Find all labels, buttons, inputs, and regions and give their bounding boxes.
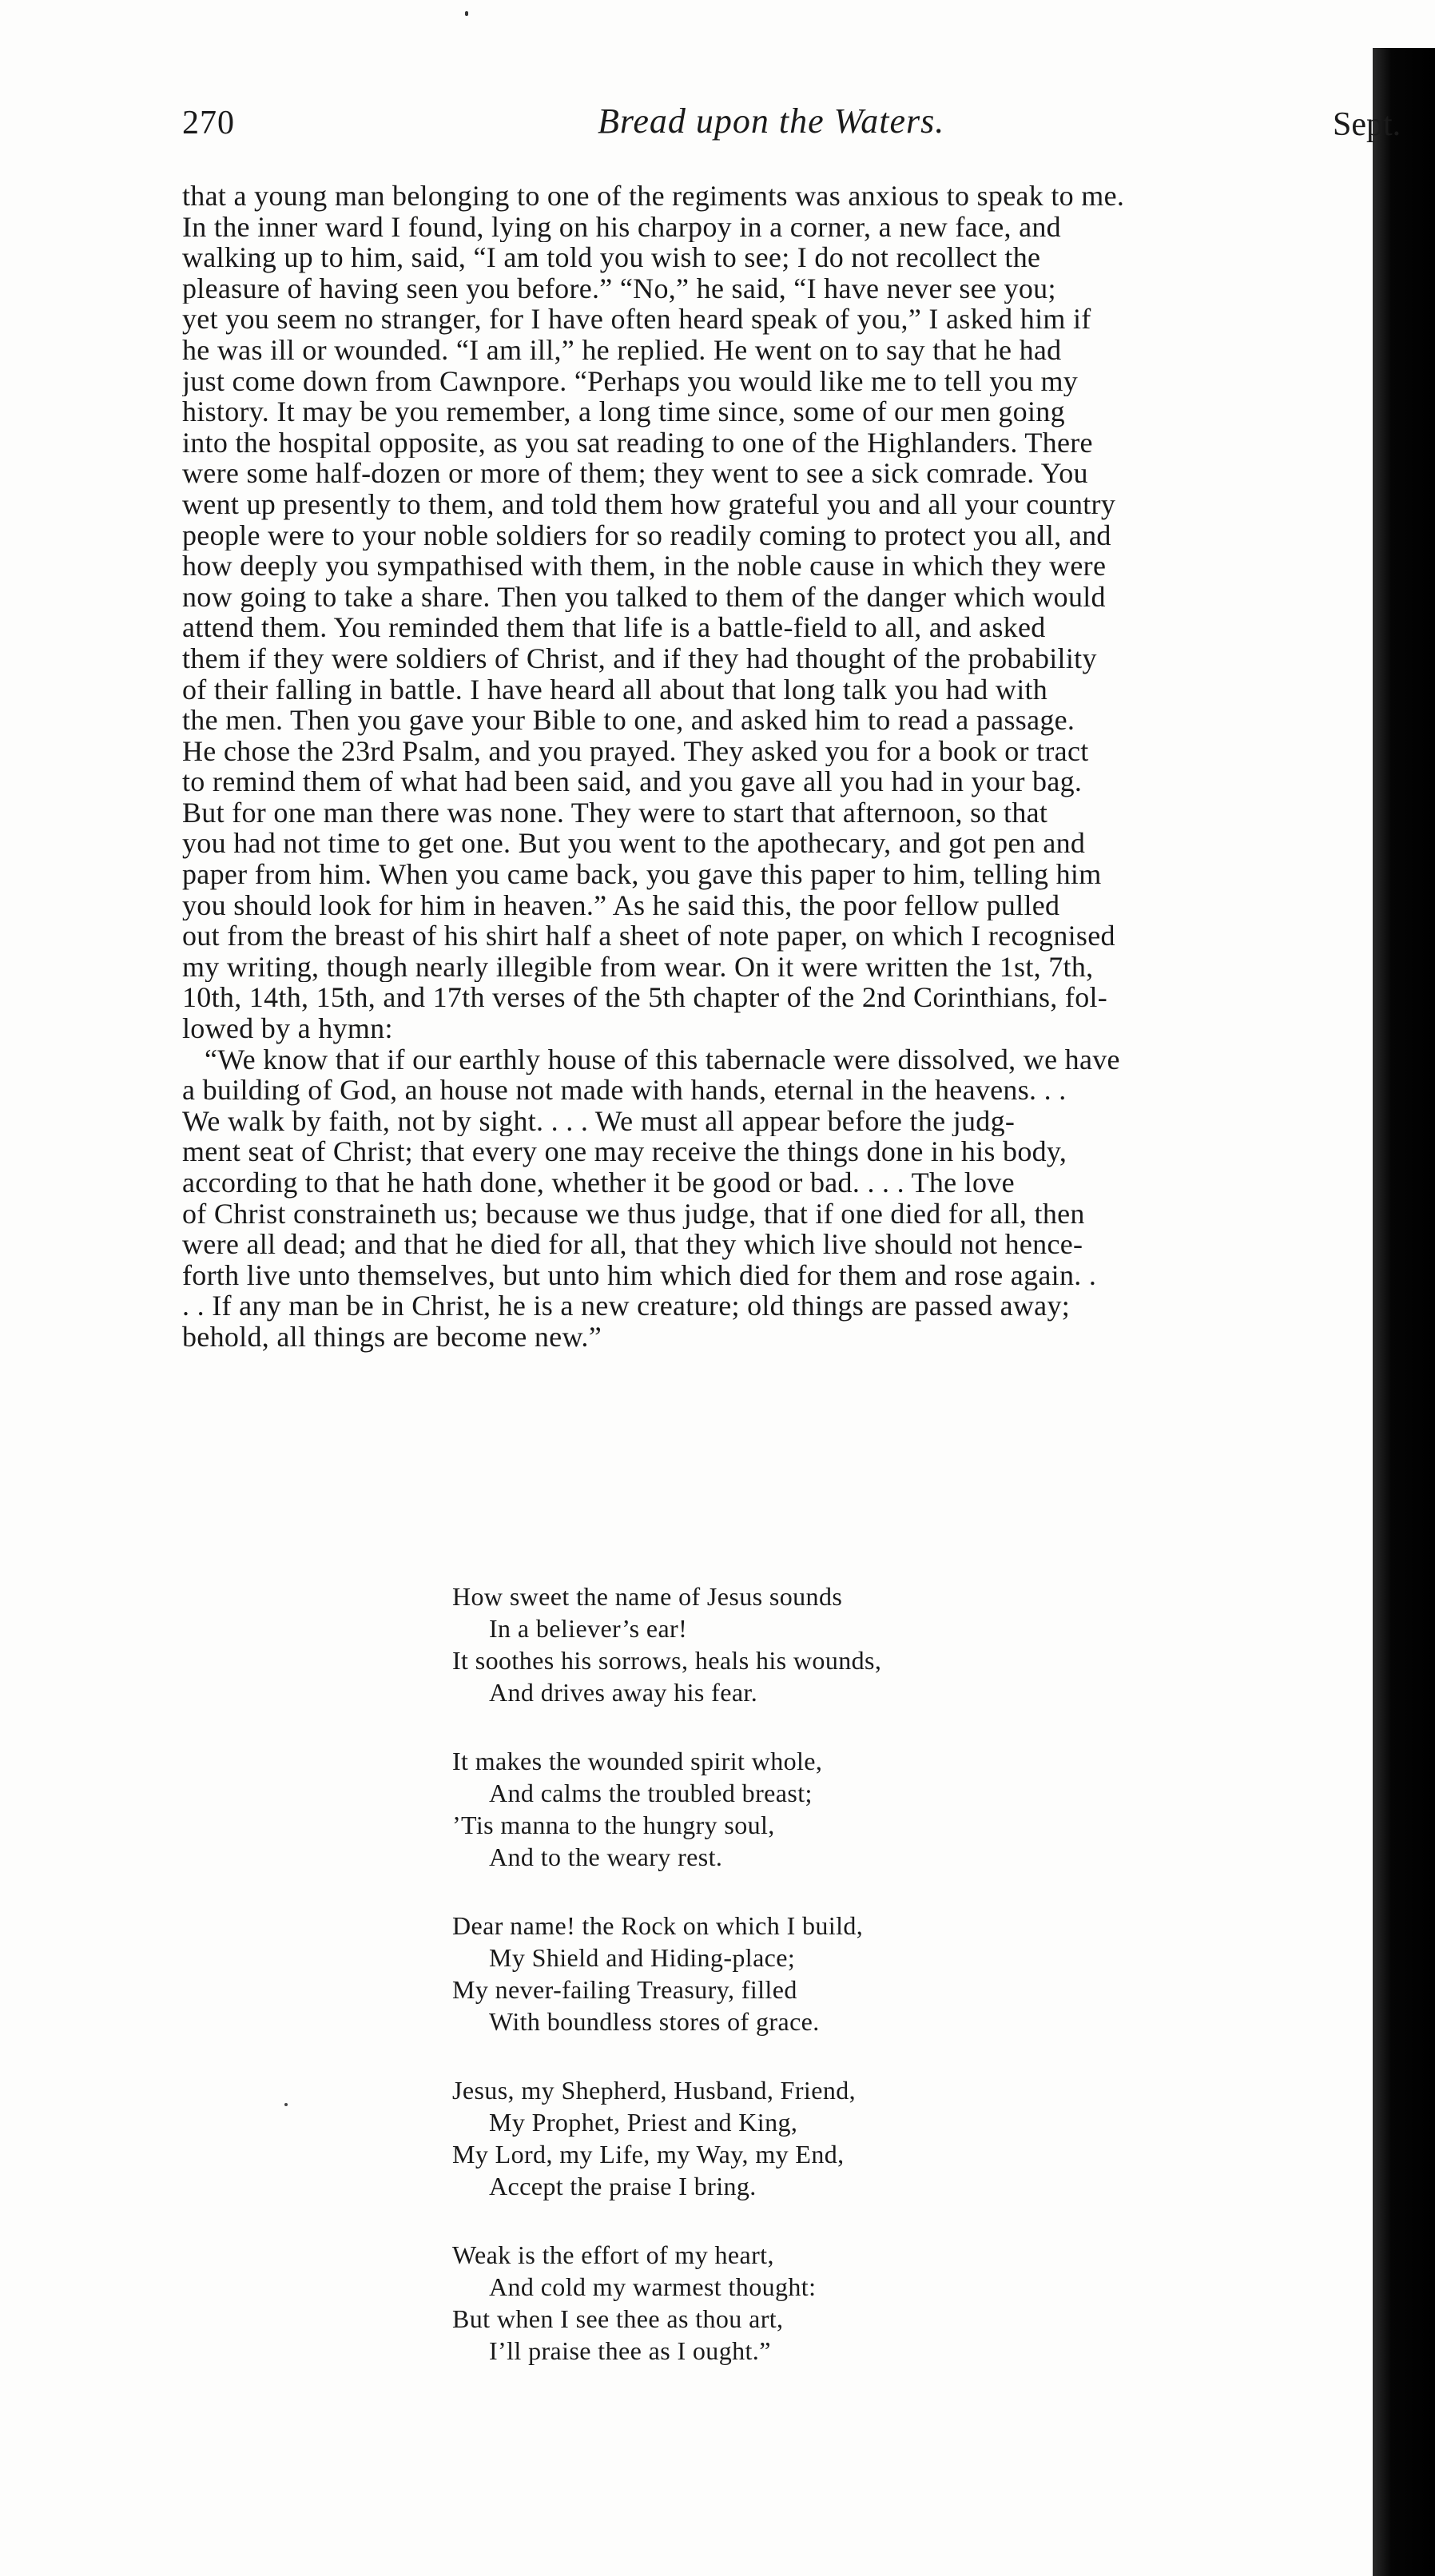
text-line: behold, all things are become new.” xyxy=(182,1321,602,1353)
hymn-line: In a believer’s ear! xyxy=(489,1614,688,1643)
hymn-line: My Prophet, Priest and King, xyxy=(489,2108,798,2137)
text-line: forth live unto themselves, but unto him which died for them and rose again. . xyxy=(182,1259,1097,1291)
text-line: In the inner ward I found, lying on his charpoy in a corner, a new face, and xyxy=(182,211,1061,243)
hymn-line: Dear name! the Rock on which I build, xyxy=(452,1911,864,1940)
hymn-line: I’ll praise thee as I ought.” xyxy=(489,2336,771,2365)
hymn-line: And cold my warmest thought: xyxy=(489,2272,817,2301)
hymn xyxy=(452,1580,1331,2403)
text-line: to remind them of what had been said, and you gave all you had in your bag. xyxy=(182,766,1083,797)
hymn-line: And calms the troubled breast; xyxy=(489,1779,813,1807)
text-line: a building of God, an house not made with hands, eternal in the heavens. . . xyxy=(182,1075,1067,1106)
text-line: the men. Then you gave your Bible to one, and asked him to read a passage. xyxy=(182,705,1075,736)
text-line: people were to your noble soldiers for so readily coming to protect you all, and xyxy=(182,519,1111,551)
text-line: attend them. You reminded them that life is a battle-field to all, and asked xyxy=(182,612,1046,643)
hymn-stanza xyxy=(452,1910,1331,2037)
hymn-stanza xyxy=(452,1745,1331,1873)
hymn-line: Jesus, my Shepherd, Husband, Friend, xyxy=(452,2076,857,2105)
text-line: “We know that if our earthly house of this tabernacle were dissolved, we have xyxy=(205,1044,1120,1075)
text-line: just come down from Cawnpore. “Perhaps you would like me to tell you my xyxy=(182,365,1079,397)
running-month: Sept. xyxy=(1333,106,1401,143)
text-line: of Christ constraineth us; because we thus judge, that if one died for all, then xyxy=(182,1198,1085,1230)
running-head xyxy=(182,94,1401,150)
text-line: pleasure of having seen you before.” “No,” he said, “I have never see you; xyxy=(182,272,1056,304)
text-line: lowed by a hymn: xyxy=(182,1013,393,1044)
hymn-line: But when I see thee as thou art, xyxy=(452,2304,784,2333)
text-line: that a young man belonging to one of the regiments was anxious to speak to me. xyxy=(182,181,1125,212)
text-line: . . If any man be in Christ, he is a new creature; old things are passed away; xyxy=(182,1290,1071,1322)
text-line: you should look for him in heaven.” As he said this, the poor fellow pulled xyxy=(182,889,1060,921)
text-line: 10th, 14th, 15th, and 17th verses of the 5th chapter of the 2nd Corinthians, fol- xyxy=(182,982,1108,1014)
hymn-line: Accept the praise I bring. xyxy=(489,2172,757,2200)
hymn-stanza xyxy=(452,1580,1331,1708)
hymn-stanza xyxy=(452,2239,1331,2367)
hymn-line: And to the weary rest. xyxy=(489,1843,723,1871)
page-number: 270 xyxy=(182,105,235,141)
hymn-line: ’Tis manna to the hungry soul, xyxy=(452,1811,775,1839)
text-line: of their falling in battle. I have heard all about that long talk you had with xyxy=(182,674,1048,706)
text-line: my writing, though nearly illegible from wear. On it were written the 1st, 7th, xyxy=(182,951,1094,983)
text-line: He chose the 23rd Psalm, and you prayed. They asked you for a book or tract xyxy=(182,735,1089,767)
text-line: were some half-dozen or more of them; they went to see a sick comrade. You xyxy=(182,458,1088,489)
body-text xyxy=(182,181,1397,1353)
hymn-line: It makes the wounded spirit whole, xyxy=(452,1747,823,1775)
hymn-line: And drives away his fear. xyxy=(489,1678,758,1707)
text-line: you had not time to get one. But you went to the apothecary, and got pen and xyxy=(182,828,1086,860)
text-line: walking up to him, said, “I am told you wish to see; I do not recollect the xyxy=(182,242,1041,273)
hymn-line: How sweet the name of Jesus sounds xyxy=(452,1582,843,1611)
text-line: were all dead; and that he died for all, that they which live should not hence- xyxy=(182,1229,1083,1260)
hymn-line: My Lord, my Life, my Way, my End, xyxy=(452,2140,845,2169)
hymn-line: With boundless stores of grace. xyxy=(489,2007,820,2036)
text-line: out from the breast of his shirt half a sheet of note paper, on which I recognised xyxy=(182,920,1115,952)
ink-speck xyxy=(465,11,468,16)
text-line: yet you seem no stranger, for I have often heard speak of you,” I asked him if xyxy=(182,304,1091,335)
hymn-stanza xyxy=(452,2074,1331,2202)
text-line: went up presently to them, and told them how grateful you and all your country xyxy=(182,488,1116,520)
hymn-line: My Shield and Hiding-place; xyxy=(489,1943,796,1972)
text-line: But for one man there was none. They were to start that afternoon, so that xyxy=(182,797,1048,829)
hymn-line: My never-failing Treasury, filled xyxy=(452,1975,797,2004)
text-line: We walk by faith, not by sight. . . . We must all appear before the judg- xyxy=(182,1105,1016,1137)
ink-speck xyxy=(284,2103,288,2106)
text-line: paper from him. When you came back, you gave this paper to him, telling him xyxy=(182,859,1102,890)
text-line: now going to take a share. Then you talked to them of the danger which would xyxy=(182,581,1106,613)
text-line: according to that he hath done, whether it be good or bad. . . . The love xyxy=(182,1167,1015,1199)
text-line: how deeply you sympathised with them, in the noble cause in which they were xyxy=(182,551,1107,582)
hymn-line: It soothes his sorrows, heals his wounds, xyxy=(452,1646,882,1675)
running-title: Bread upon the Waters. xyxy=(598,101,945,141)
text-line: them if they were soldiers of Christ, and if they had thought of the probability xyxy=(182,642,1097,674)
hymn-line: Weak is the effort of my heart, xyxy=(452,2240,774,2269)
text-line: into the hospital opposite, as you sat reading to one of the Highlanders. There xyxy=(182,427,1093,459)
text-line: ment seat of Christ; that every one may receive the things done in his body, xyxy=(182,1136,1067,1167)
text-line: history. It may be you remember, a long time since, some of our men going xyxy=(182,396,1065,427)
text-line: he was ill or wounded. “I am ill,” he replied. He went on to say that he had xyxy=(182,334,1062,366)
